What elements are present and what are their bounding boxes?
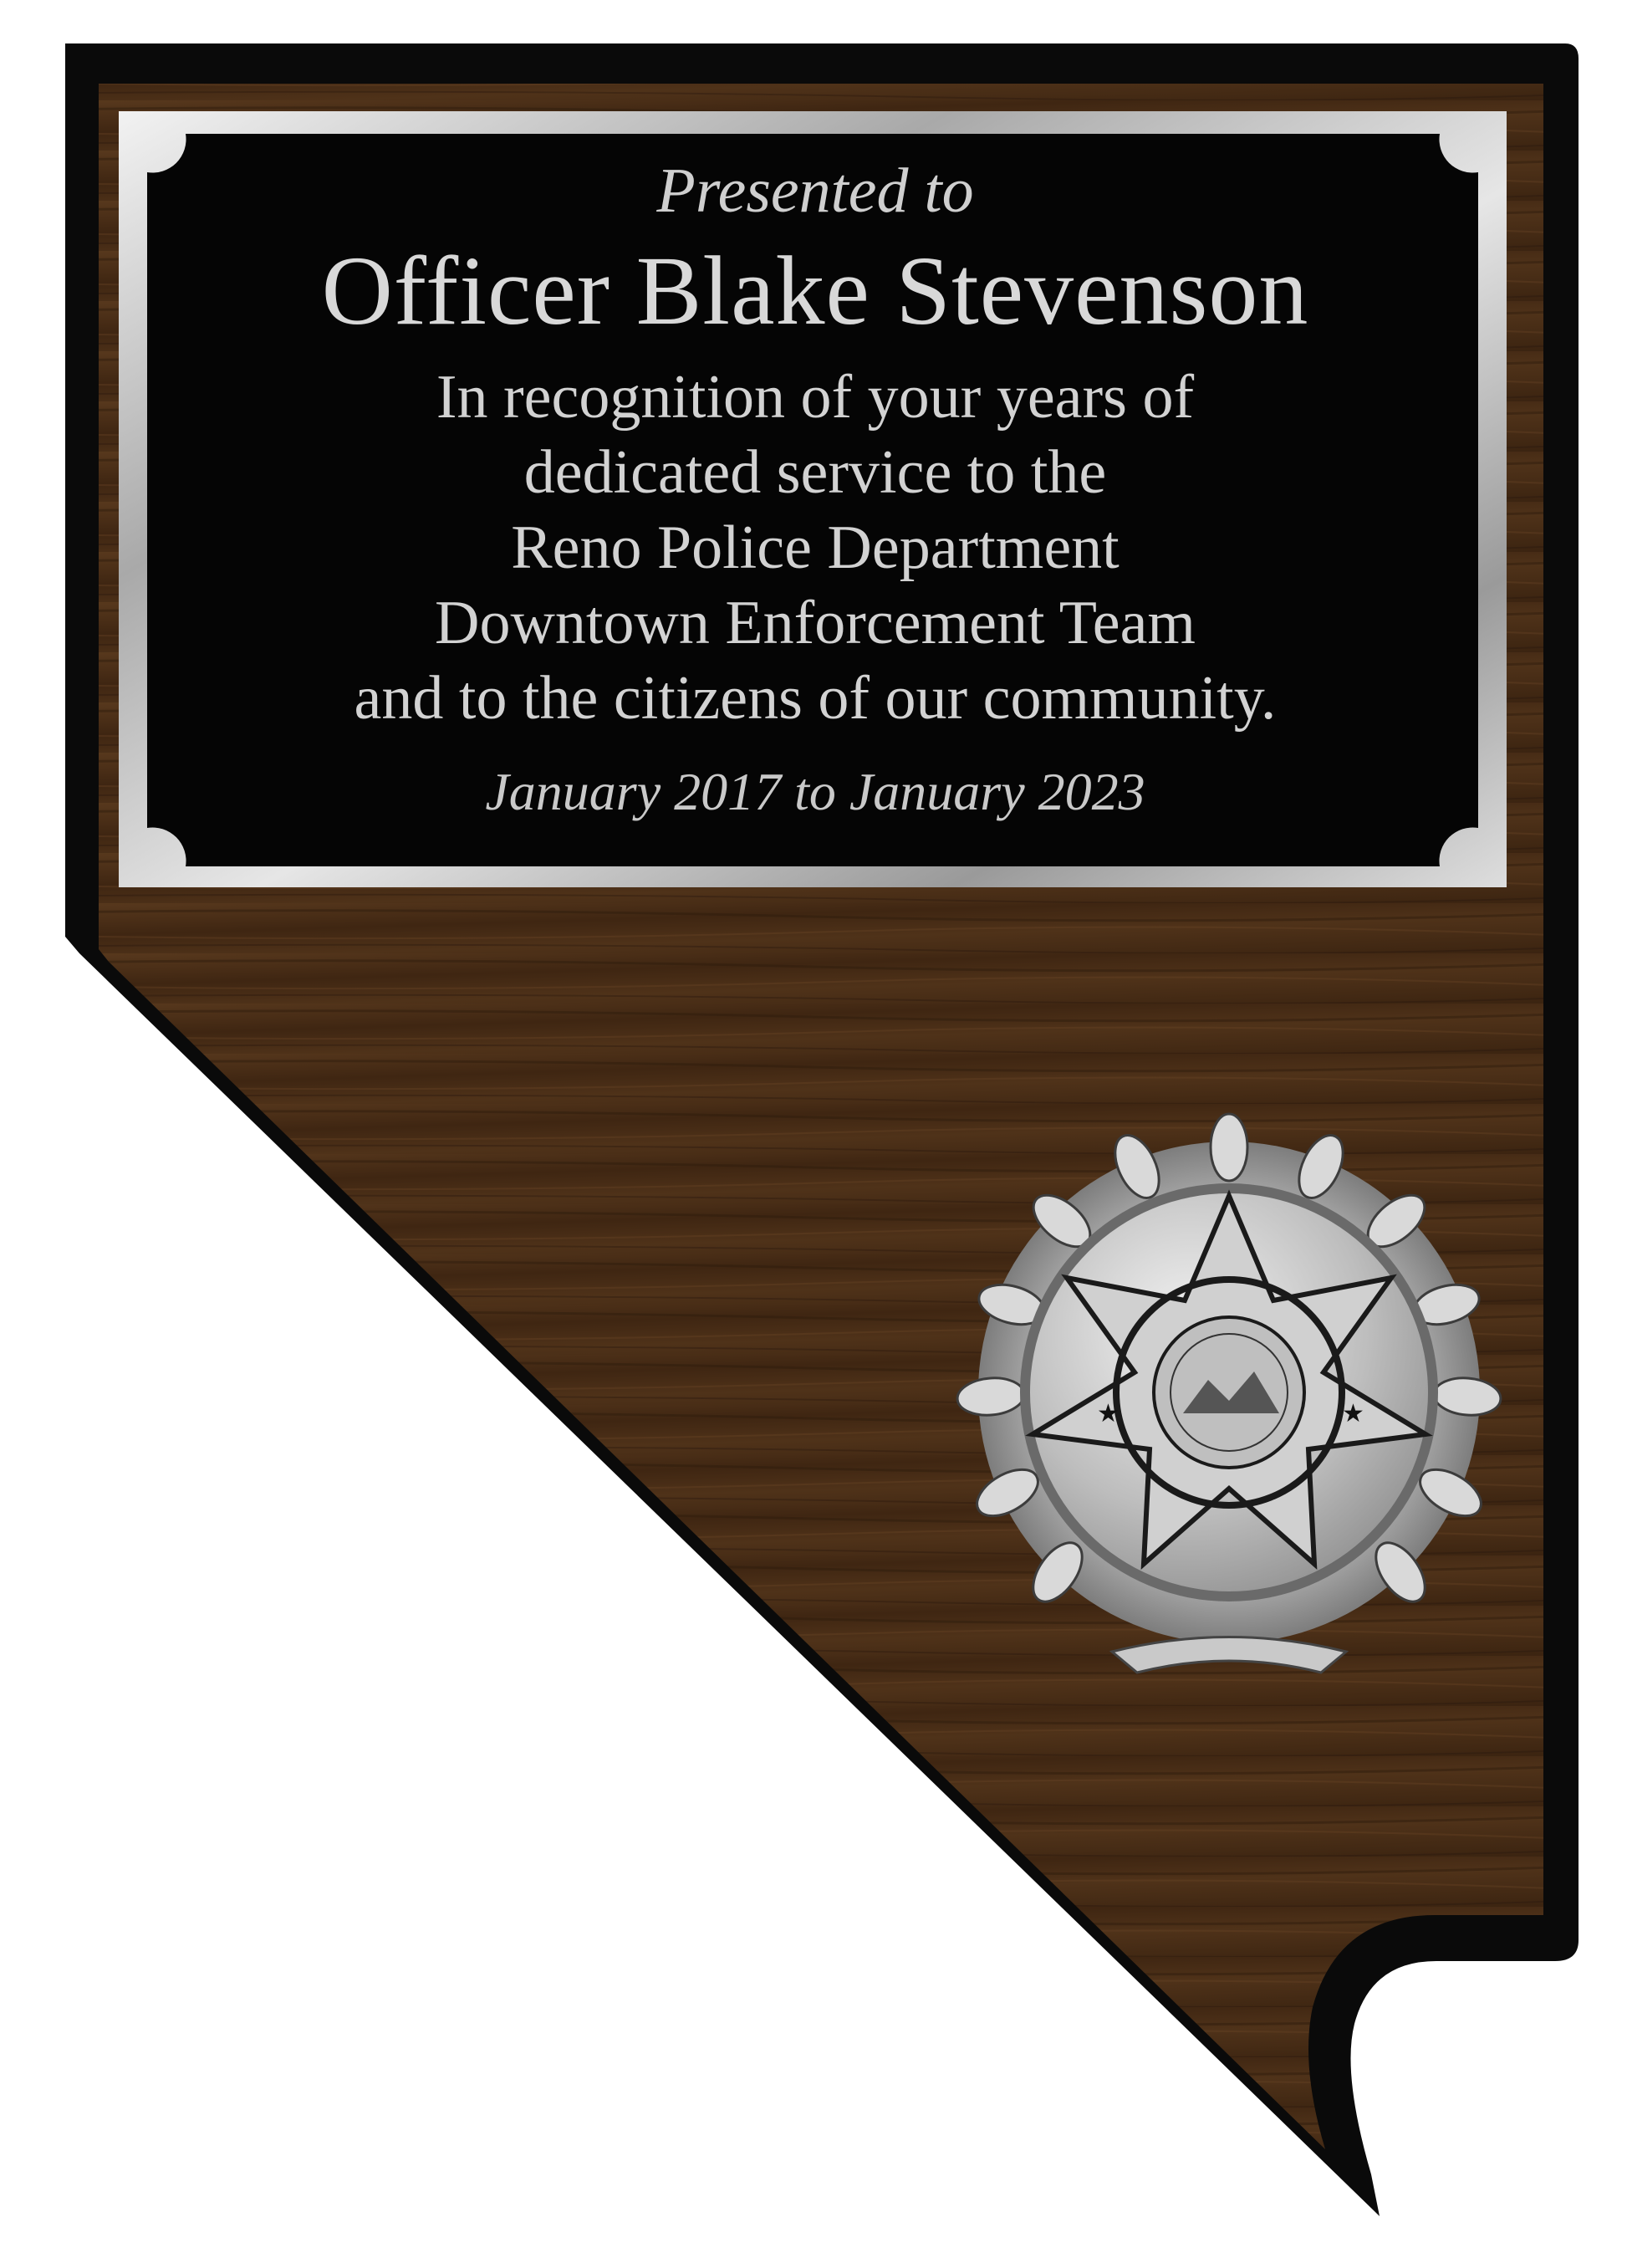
dedication-text bbox=[125, 360, 1505, 736]
svg-text:★: ★ bbox=[1097, 1399, 1120, 1428]
svg-text:★: ★ bbox=[1342, 1399, 1364, 1428]
dedication-line: Reno Police Department bbox=[511, 513, 1120, 582]
presented-to-text: Presented to bbox=[656, 156, 974, 226]
dedication-line: In recognition of your years of bbox=[436, 363, 1195, 432]
service-dates: January 2017 to January 2023 bbox=[485, 762, 1145, 821]
dedication-line: dedicated service to the bbox=[523, 438, 1107, 507]
dedication-line: and to the citizens of our community. bbox=[354, 664, 1277, 733]
recipient-name: Officer Blake Stevenson bbox=[321, 236, 1309, 345]
police-badge-emblem bbox=[956, 1114, 1502, 1673]
dedication-line: Downtown Enforcement Team bbox=[435, 589, 1196, 657]
